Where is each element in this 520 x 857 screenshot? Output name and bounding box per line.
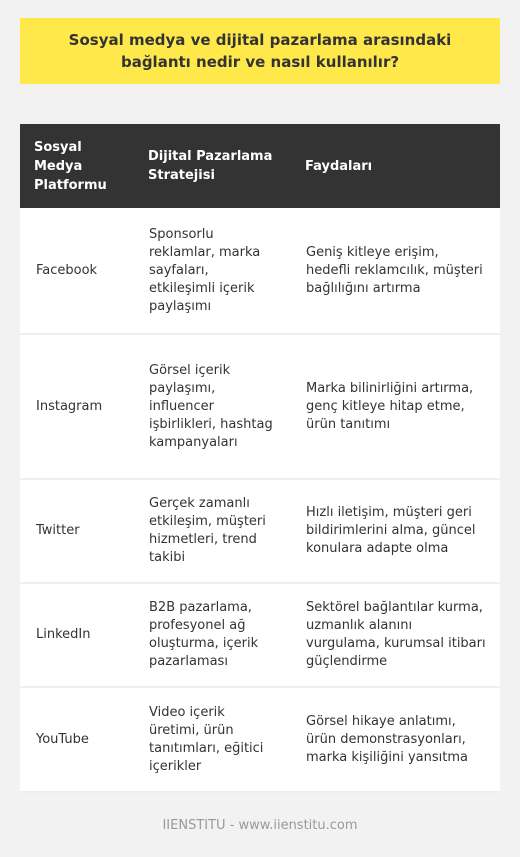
header-platform: Sosyal Medya Platformu [20, 124, 134, 208]
header-strategy: Dijital Pazarlama Stratejisi [134, 124, 291, 208]
header-row [20, 124, 500, 208]
footer-credit: IIENSTITU - www.iienstitu.com [162, 818, 358, 833]
cell-strategy: Görsel içerik paylaşımı, influencer işbirlikleri, hashtag kampanyaları [134, 334, 291, 479]
cell-strategy: Video içerik üretimi, ürün tanıtımları, eğitici içerikler [134, 687, 291, 792]
page-title: Sosyal medya ve dijital pazarlama arasındaki bağlantı nedir ve nasıl kullanılır? [68, 31, 452, 71]
table-row [20, 687, 500, 792]
cell-benefits: Geniş kitleye erişim, hedefli reklamcılık, müşteri bağlılığını artırma [291, 208, 500, 334]
cell-strategy: B2B pazarlama, profesyonel ağ oluşturma, içerik pazarlaması [134, 583, 291, 687]
table-header [20, 124, 500, 208]
cell-strategy: Sponsorlu reklamlar, marka sayfaları, etkileşimli içerik paylaşımı [134, 208, 291, 334]
strategy-table [20, 124, 500, 793]
cell-platform: Facebook [20, 208, 134, 334]
cell-benefits: Hızlı iletişim, müşteri geri bildirimlerini alma, güncel konulara adapte olma [291, 479, 500, 583]
table-body [20, 208, 500, 792]
cell-platform: YouTube [20, 687, 134, 792]
cell-benefits: Görsel hikaye anlatımı, ürün demonstrasyonları, marka kişiliğini yansıtma [291, 687, 500, 792]
cell-benefits: Sektörel bağlantılar kurma, uzmanlık alanını vurgulama, kurumsal itibarı güçlendirme [291, 583, 500, 687]
cell-platform: Twitter [20, 479, 134, 583]
cell-platform: Instagram [20, 334, 134, 479]
cell-strategy: Gerçek zamanlı etkileşim, müşteri hizmetleri, trend takibi [134, 479, 291, 583]
table-row [20, 208, 500, 334]
cell-benefits: Marka bilinirliğini artırma, genç kitleye hitap etme, ürün tanıtımı [291, 334, 500, 479]
cell-platform: LinkedIn [20, 583, 134, 687]
table-row [20, 583, 500, 687]
title-banner [20, 18, 500, 84]
table-row [20, 334, 500, 479]
table-row [20, 479, 500, 583]
header-benefits: Faydaları [291, 124, 500, 208]
